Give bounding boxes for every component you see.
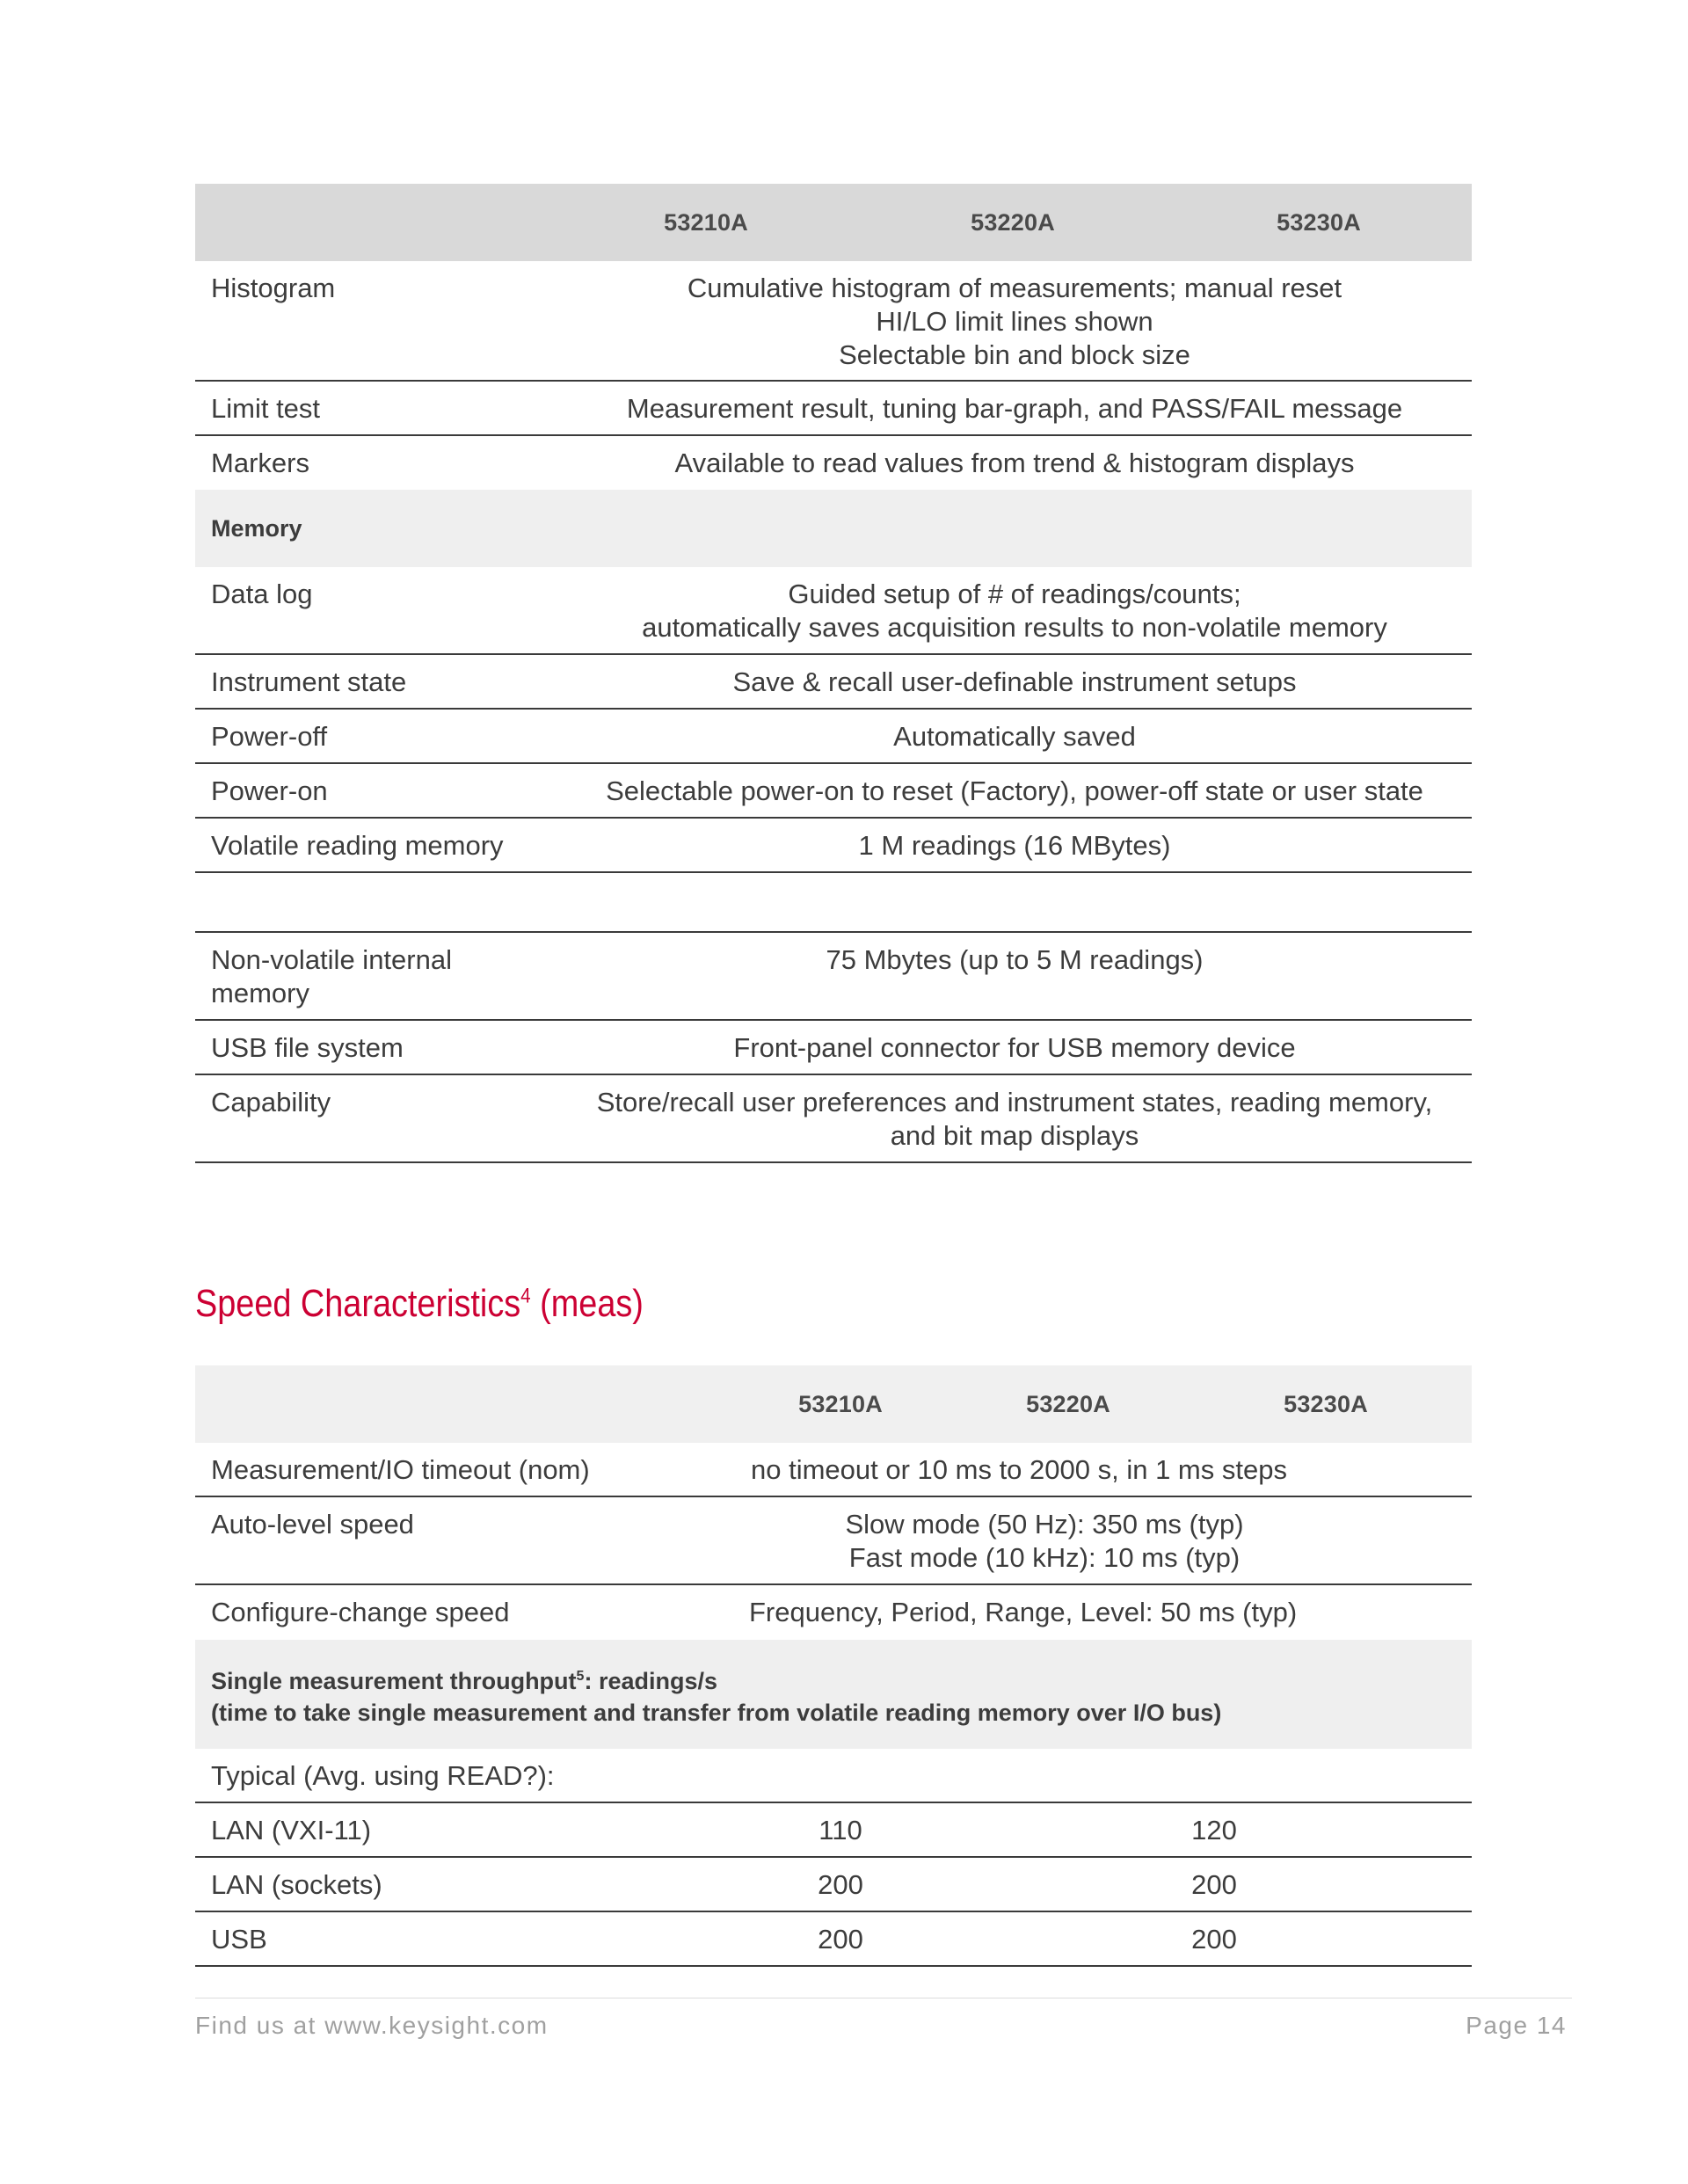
table-row	[195, 1803, 1472, 1858]
section-text: : readings/s	[584, 1667, 717, 1694]
table-header-row	[195, 184, 1472, 261]
table-row	[195, 261, 1472, 382]
col-header-53210a: 53210A	[664, 208, 748, 236]
value-line: Store/recall user preferences and instrument states, reading memory,	[596, 1087, 1433, 1117]
value-53230a: 120	[1191, 1815, 1237, 1845]
row-value	[573, 1021, 1472, 1074]
row-label: USB file system	[211, 1032, 404, 1063]
col-header-53220a: 53220A	[971, 208, 1055, 236]
row-value	[573, 933, 1472, 1019]
spec-table-speed	[195, 1365, 1472, 1967]
heading-suffix: (meas)	[530, 1282, 644, 1325]
row-label: Volatile reading memory	[211, 830, 504, 861]
value-line: Selectable bin and block size	[839, 339, 1190, 370]
section-header-throughput	[195, 1640, 1472, 1749]
footnote-ref: 4	[520, 1284, 531, 1308]
table-row	[195, 1585, 1472, 1640]
value-53230a: 200	[1191, 1924, 1237, 1955]
row-value	[573, 1075, 1472, 1161]
value-line: Guided setup of # of readings/counts;	[788, 579, 1241, 609]
row-value	[573, 764, 1472, 817]
table-row	[195, 1912, 1472, 1967]
spec-table-display-memory	[195, 184, 1472, 1163]
table-row	[195, 382, 1472, 436]
table-row	[195, 764, 1472, 819]
value-line: Available to read values from trend & histogram displays	[674, 448, 1355, 478]
table-row	[195, 933, 1472, 1021]
value-line: no timeout or 10 ms to 2000 s, in 1 ms steps	[751, 1454, 1287, 1485]
row-label: Typical (Avg. using READ?):	[211, 1760, 555, 1791]
value-line: Save & recall user-definable instrument setups	[732, 666, 1297, 697]
row-label: Capability	[211, 1087, 331, 1117]
value-line: automatically saves acquisition results to non-volatile memory	[642, 612, 1387, 643]
value-line: Slow mode (50 Hz): 350 ms (typ)	[845, 1509, 1244, 1540]
row-value	[573, 567, 1472, 653]
value-line: 75 Mbytes (up to 5 M readings)	[826, 944, 1204, 975]
row-value	[573, 261, 1472, 380]
table-row	[195, 1021, 1472, 1075]
value-line: Frequency, Period, Range, Level: 50 ms (typ)	[749, 1597, 1298, 1627]
value-53210a: 110	[819, 1815, 862, 1845]
row-value	[573, 655, 1472, 708]
row-label: Limit test	[211, 393, 321, 424]
row-label: Markers	[211, 448, 309, 478]
value-line: Front-panel connector for USB memory device	[733, 1032, 1296, 1063]
section-title-line	[211, 1661, 1456, 1697]
row-value	[573, 436, 1472, 490]
table-row	[195, 1443, 1472, 1497]
row-label: Instrument state	[211, 666, 407, 697]
footer-page-number: Page 14	[1466, 2012, 1567, 2039]
row-label: Data log	[211, 579, 313, 609]
row-value	[740, 1443, 1472, 1496]
row-label: LAN (sockets)	[211, 1869, 382, 1900]
table-row	[195, 819, 1472, 873]
value-line: 1 M readings (16 MBytes)	[858, 830, 1171, 861]
value-line: Fast mode (10 kHz): 10 ms (typ)	[848, 1542, 1241, 1573]
table-row	[195, 710, 1472, 764]
table-row	[195, 436, 1472, 490]
col-header-53210a: 53210A	[798, 1390, 883, 1417]
col-header-53220a: 53220A	[1026, 1390, 1110, 1417]
row-label: Configure-change speed	[211, 1597, 510, 1627]
row-label: LAN (VXI-11)	[211, 1815, 372, 1845]
heading-text: Speed Characteristics	[195, 1282, 521, 1325]
table-row	[195, 567, 1472, 655]
value-line: HI/LO limit lines shown	[876, 306, 1153, 337]
row-label: Auto-level speed	[211, 1509, 414, 1540]
table-row	[195, 1497, 1472, 1585]
table-row	[195, 1075, 1472, 1163]
table-row	[195, 1858, 1472, 1912]
row-label: Measurement/IO timeout (nom)	[211, 1454, 590, 1485]
table-row	[195, 1749, 1472, 1803]
section-header-memory	[195, 490, 1472, 567]
row-label: Power-on	[211, 775, 328, 806]
table-spacer-row	[195, 873, 1472, 933]
row-label: USB	[211, 1924, 267, 1955]
value-line: Selectable power-on to reset (Factory), power-off state or user state	[606, 775, 1423, 806]
section-heading-speed	[195, 1282, 644, 1326]
table-header-row	[195, 1365, 1472, 1443]
col-header-53230a: 53230A	[1284, 1390, 1368, 1417]
value-line: Measurement result, tuning bar-graph, and PASS/FAIL message	[626, 393, 1403, 424]
section-text: Single measurement throughput	[211, 1667, 577, 1694]
row-label: Non-volatile internal memory	[211, 944, 452, 1008]
row-value	[740, 1497, 1472, 1583]
footer-website-link[interactable]: Find us at www.keysight.com	[195, 2012, 549, 2039]
row-value	[573, 710, 1472, 762]
section-title: Memory	[211, 514, 302, 542]
value-line: Automatically saved	[893, 721, 1136, 752]
row-label: Power-off	[211, 721, 328, 752]
footnote-ref: 5	[576, 1668, 585, 1684]
table-row	[195, 655, 1472, 710]
value-53210a: 200	[818, 1869, 863, 1900]
value-53210a: 200	[818, 1924, 863, 1955]
value-line: Cumulative histogram of measurements; manual reset	[687, 273, 1342, 303]
row-value	[573, 382, 1472, 434]
value-line: and bit map displays	[890, 1120, 1139, 1151]
row-value	[740, 1585, 1472, 1640]
col-header-53230a: 53230A	[1277, 208, 1361, 236]
row-label: Histogram	[211, 273, 336, 303]
section-subtitle-line: (time to take single measurement and transfer from volatile reading memory over I/O bus)	[211, 1699, 1222, 1726]
row-value	[573, 819, 1472, 871]
value-53230a: 200	[1191, 1869, 1237, 1900]
